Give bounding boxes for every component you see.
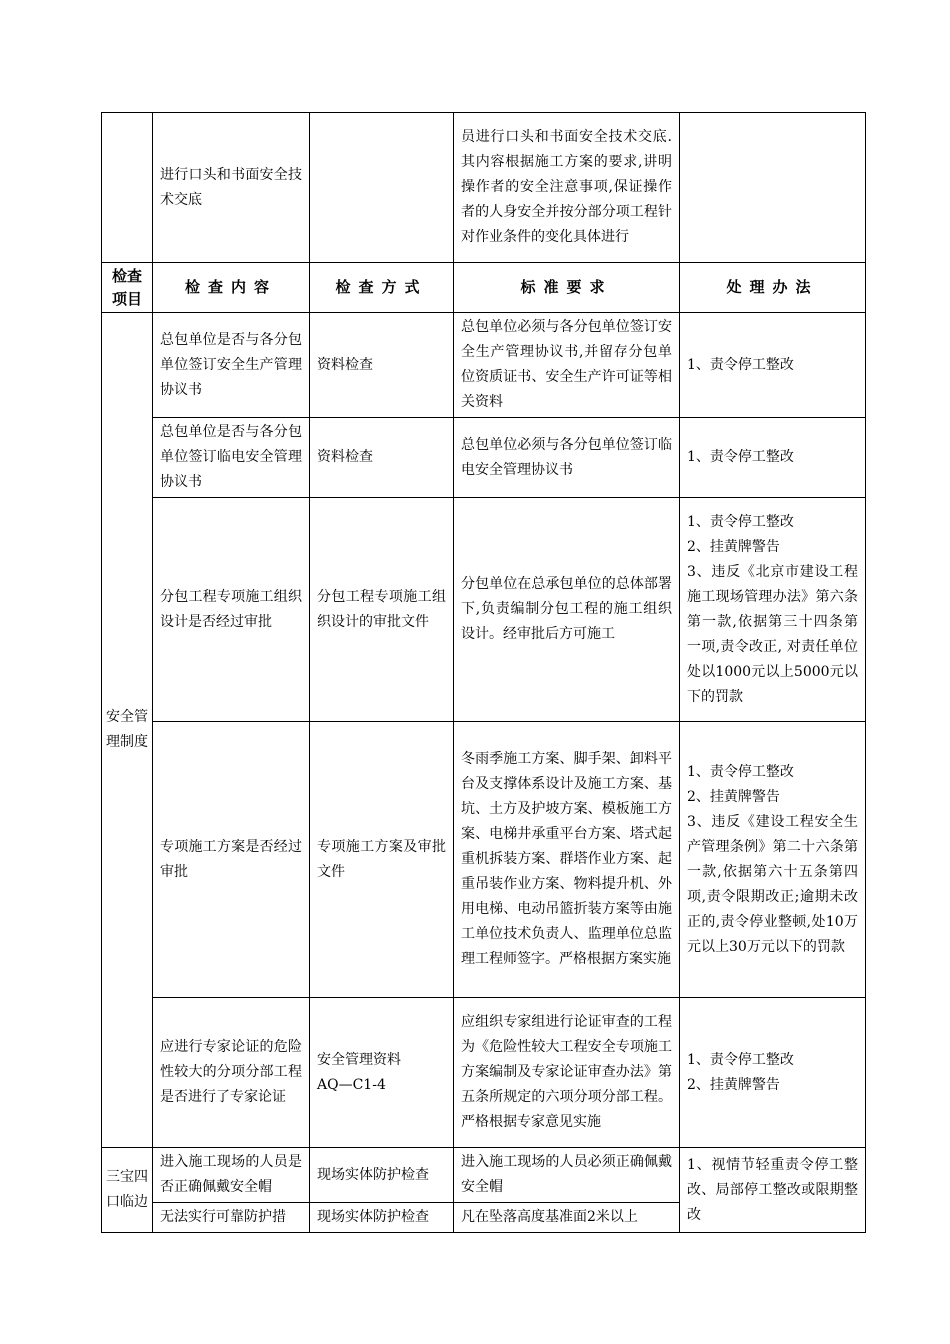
- header-method: 检查方式: [310, 263, 454, 313]
- method-cell: 现场实体防护检查: [310, 1203, 454, 1233]
- table-row: [102, 498, 866, 722]
- method-cell: 安全管理资料 AQ—C1-4: [310, 998, 454, 1148]
- standard-cell: 员进行口头和书面安全技术交底.其内容根据施工方案的要求,讲明操作者的安全注意事项,保证操作者的人身安全并按分部分项工程针对作业条件的变化具体进行: [454, 113, 680, 263]
- content-cell: 无法实行可靠防护措: [153, 1203, 310, 1233]
- handling-cell: 1、责令停工整改: [680, 313, 866, 418]
- content-cell: 总包单位是否与各分包单位签订安全生产管理协议书: [153, 313, 310, 418]
- table-row: [102, 1148, 866, 1203]
- table-row: [102, 722, 866, 998]
- category-cell-safety-protection: 三宝四口临边: [102, 1148, 153, 1233]
- table-row: [102, 113, 866, 263]
- handling-cell: 1、责令停工整改: [680, 418, 866, 498]
- header-content: 检查内容: [153, 263, 310, 313]
- method-cell: 现场实体防护检查: [310, 1148, 454, 1203]
- content-cell: 专项施工方案是否经过审批: [153, 722, 310, 998]
- header-handling: 处理办法: [680, 263, 866, 313]
- standard-cell: 应组织专家组进行论证审查的工程为《危险性较大工程安全专项施工方案编制及专家论证审查办法》第五条所规定的六项分项分部工程。严格根据专家意见实施: [454, 998, 680, 1148]
- table-header-row: [102, 263, 866, 313]
- standard-cell: 总包单位必须与各分包单位签订临电安全管理协议书: [454, 418, 680, 498]
- method-cell: [310, 113, 454, 263]
- method-cell: 分包工程专项施工组织设计的审批文件: [310, 498, 454, 722]
- table-row: [102, 998, 866, 1148]
- method-cell: 资料检查: [310, 313, 454, 418]
- standard-cell: 分包单位在总承包单位的总体部署下,负责编制分包工程的施工组织设计。经审批后方可施工: [454, 498, 680, 722]
- standard-cell: 冬雨季施工方案、脚手架、卸料平台及支撑体系设计及施工方案、基坑、土方及护坡方案、模板施工方案、电梯井承重平台方案、塔式起重机拆装方案、群塔作业方案、起重吊装作业方案、物料提升机、外用电梯、电动吊篮折装方案等由施工单位技术负责人、监理单位总监理工程师签字。严格根据方案实施: [454, 722, 680, 998]
- content-cell: 应进行专家论证的危险性较大的分项分部工程是否进行了专家论证: [153, 998, 310, 1148]
- handling-cell: 1、视情节轻重责令停工整改、局部停工整改或限期整改: [680, 1148, 866, 1233]
- header-category: 检查 项目: [102, 263, 153, 313]
- category-cell-safety-management: 安全管理制度: [102, 313, 153, 1148]
- handling-cell: 1、责令停工整改 2、挂黄牌警告 3、违反《建设工程安全生产管理条例》第二十六条第一款,依据第六十五条第四项,责令限期改正;逾期未改正的,责令停业整顿,处10万元以上30万元以下的罚款: [680, 722, 866, 998]
- content-cell: 总包单位是否与各分包单位签订临电安全管理协议书: [153, 418, 310, 498]
- content-cell: 进行口头和书面安全技术交底: [153, 113, 310, 263]
- content-cell: 进入施工现场的人员是否正确佩戴安全帽: [153, 1148, 310, 1203]
- handling-cell: [680, 113, 866, 263]
- standard-cell: 进入施工现场的人员必须正确佩戴安全帽: [454, 1148, 680, 1203]
- safety-inspection-table: [101, 112, 866, 1233]
- category-cell: [102, 113, 153, 263]
- method-cell: 资料检查: [310, 418, 454, 498]
- header-standard: 标准要求: [454, 263, 680, 313]
- method-cell: 专项施工方案及审批文件: [310, 722, 454, 998]
- standard-cell: 凡在坠落高度基准面2米以上: [454, 1203, 680, 1233]
- content-cell: 分包工程专项施工组织设计是否经过审批: [153, 498, 310, 722]
- standard-cell: 总包单位必须与各分包单位签订安全生产管理协议书,并留存分包单位资质证书、安全生产许可证等相关资料: [454, 313, 680, 418]
- handling-cell: 1、责令停工整改 2、挂黄牌警告 3、违反《北京市建设工程施工现场管理办法》第六条第一款,依据第三十四条第一项,责令改正, 对责任单位处以1000元以上5000元以下的罚款: [680, 498, 866, 722]
- table-row: [102, 313, 866, 418]
- handling-cell: 1、责令停工整改 2、挂黄牌警告: [680, 998, 866, 1148]
- table-row: [102, 418, 866, 498]
